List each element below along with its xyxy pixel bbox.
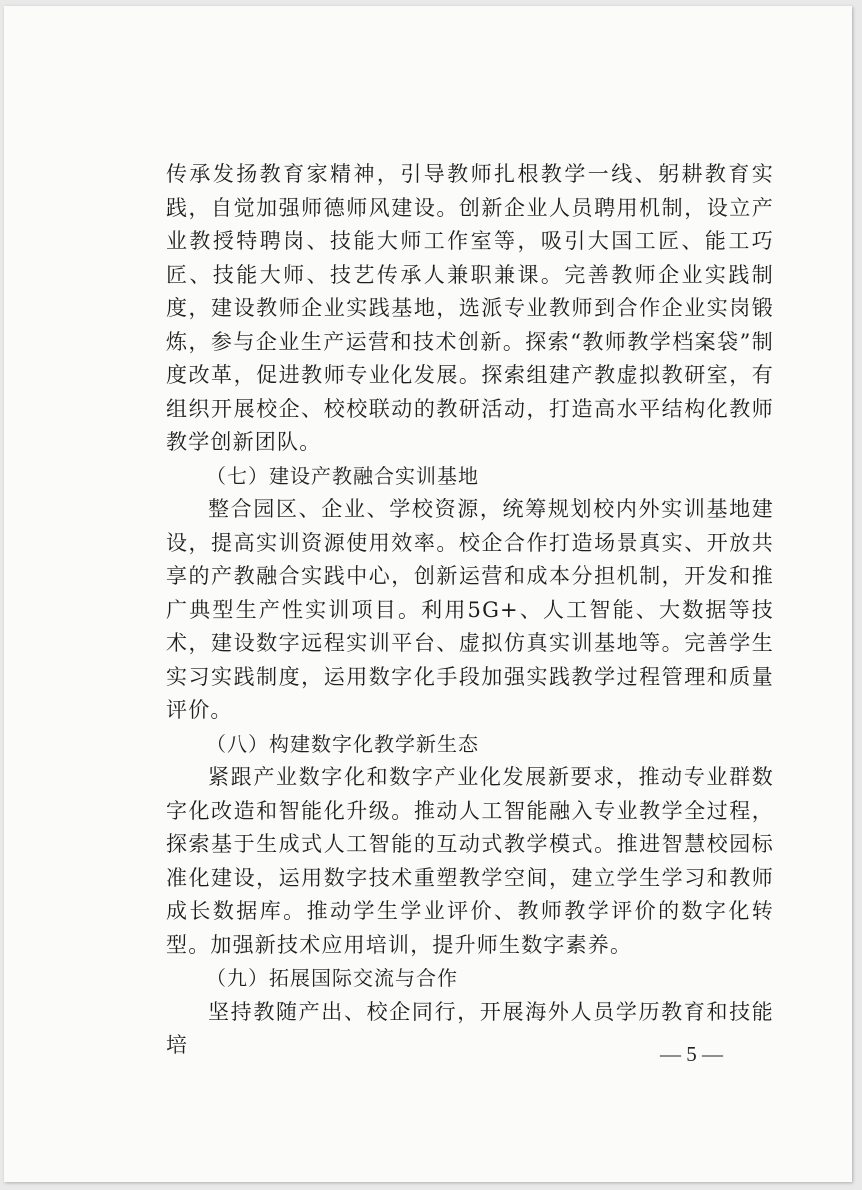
section-heading-8: （八）构建数字化教学新生态: [206, 731, 479, 756]
document-page: [4, 6, 852, 1182]
paragraph-training-base: 整合园区、企业、学校资源，统筹规划校内外实训基地建设，提高实训资源使用效率。校企合作打造场景真实、开放共享的产教融合实践中心，创新运营和成本分担机制，开发和推广典型生产性实训项目。利用5G+、人工智能、大数据等技术，建设数字远程实训平台、虚拟仿真实训基地等。完善学生实习实践制度，运用数字化手段加强实践教学过程管理和质量评价。: [166, 497, 774, 722]
section-heading-9: （九）拓展国际交流与合作: [206, 966, 458, 990]
paragraph-international-cooperation: 坚持教随产出、校企同行，开展海外人员学历教育和技能培: [166, 999, 774, 1057]
document-body: [166, 158, 774, 1063]
section-heading-7: （七）建设产教融合实训基地: [206, 463, 479, 488]
page-number: — 5 —: [660, 1042, 723, 1066]
paragraph-teacher-development: 传承发扬教育家精神，引导教师扎根教学一线、躬耕教育实践，自觉加强师德师风建设。创新企业人员聘用机制，设立产业教授特聘岗、技能大师工作室等，吸引大国工匠、能工巧匠、技能大师、技艺传承人兼职兼课。完善教师企业实践制度，建设教师企业实践基地，选派专业教师到合作企业实岗锻炼，参与企业生产运营和技术创新。探索“教师教学档案袋”制度改革，促进教师专业化发展。探索组建产教虚拟教研室，有组织开展校企、校校联动的教研活动，打造高水平结构化教师教学创新团队。: [166, 162, 774, 454]
paragraph-digital-teaching: 紧跟产业数字化和数字产业化发展新要求，推动专业群数字化改造和智能化升级。推动人工智能融入专业教学全过程，探索基于生成式人工智能的互动式教学模式。推进智慧校园标准化建设，运用数字技术重塑教学空间，建立学生学习和教师成长数据库。推动学生学业评价、教师教学评价的数字化转型。加强新技术应用培训，提升师生数字素养。: [166, 765, 774, 957]
